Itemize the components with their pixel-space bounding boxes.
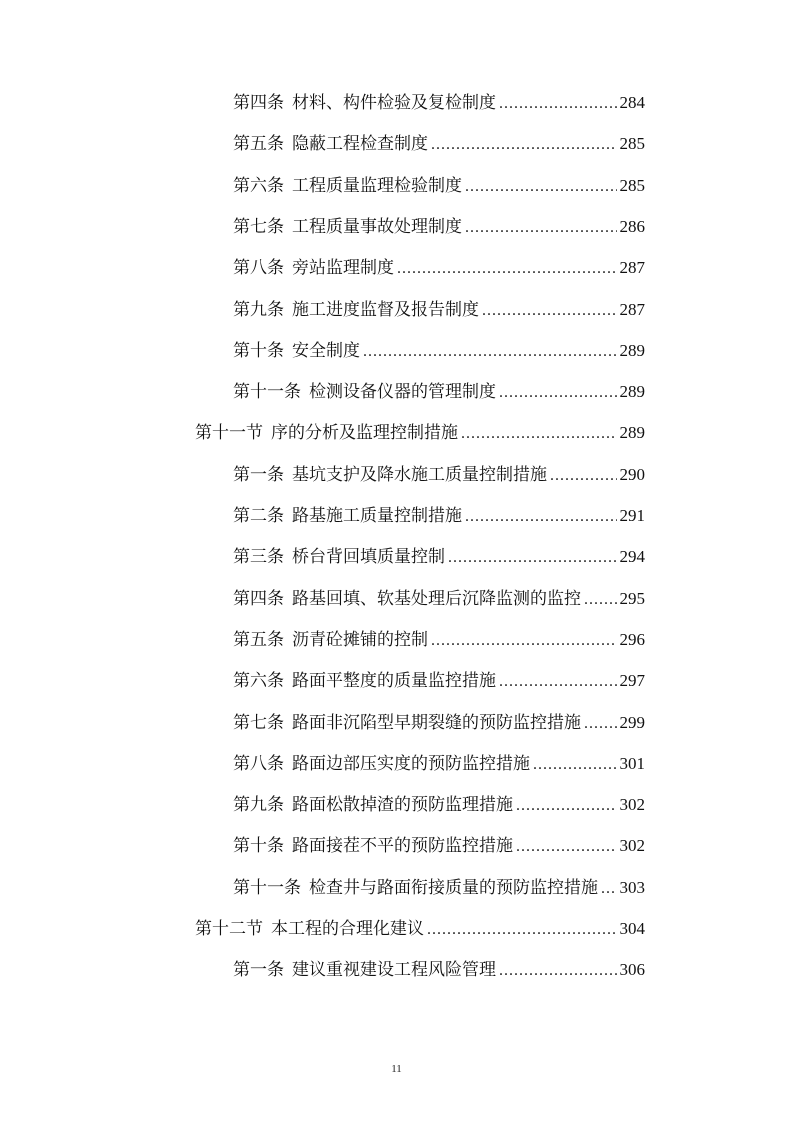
dot-leader	[363, 337, 617, 367]
toc-entry-number: 第一条	[233, 960, 284, 981]
toc-entry-page-number: 303	[619, 877, 645, 897]
toc-entry-page-number: 287	[619, 258, 645, 278]
toc-entry-page-number: 289	[619, 340, 645, 360]
dot-leader	[461, 419, 617, 449]
dot-leader	[465, 213, 617, 243]
toc-entry-number: 第十一条	[233, 382, 301, 403]
toc-entry-number: 第四条	[233, 93, 284, 113]
dot-leader	[448, 543, 617, 573]
dot-leader	[482, 296, 617, 326]
toc-entry[interactable]	[233, 253, 645, 283]
toc-entry[interactable]	[233, 873, 645, 903]
toc-entry-page-number: 291	[619, 506, 645, 525]
toc-entry-number: 第二条	[233, 506, 284, 526]
toc-entry-title: 工程质量事故处理制度	[292, 216, 462, 237]
toc-entry-number: 第九条	[233, 795, 284, 816]
toc-entry[interactable]	[233, 955, 645, 985]
toc-entry-title: 工程质量监理检验制度	[292, 175, 462, 196]
toc-entry[interactable]	[233, 460, 645, 490]
toc-entry-page-number: 284	[619, 93, 645, 112]
toc-entry-title: 路基施工质量控制措施	[292, 506, 462, 526]
toc-entry-number: 第十一节	[195, 423, 263, 444]
toc-entry-page-number: 301	[619, 753, 645, 773]
dot-leader	[516, 832, 617, 862]
toc-entry[interactable]	[233, 501, 645, 531]
toc-entry-number: 第八条	[233, 258, 284, 279]
toc-entry[interactable]	[233, 584, 645, 614]
toc-entry-page-number: 302	[619, 795, 645, 815]
toc-entry-number: 第十条	[233, 836, 284, 857]
toc-entry[interactable]	[233, 336, 645, 366]
toc-entry[interactable]	[233, 625, 645, 655]
toc-entry[interactable]	[233, 749, 645, 779]
toc-entry-number: 第四条	[233, 588, 284, 609]
dot-leader	[584, 585, 617, 615]
dot-leader	[431, 130, 617, 160]
toc-entry-title: 检测设备仪器的管理制度	[309, 382, 496, 403]
toc-entry-title: 隐蔽工程检查制度	[292, 134, 428, 155]
dot-leader	[516, 791, 617, 821]
toc-entry-number: 第八条	[233, 753, 284, 774]
toc-entry-title: 沥青砼摊铺的控制	[292, 629, 428, 650]
dot-leader	[431, 626, 617, 656]
dot-leader	[427, 915, 617, 945]
toc-entry-number: 第十一条	[233, 877, 301, 898]
dot-leader	[601, 874, 617, 904]
toc-entry-number: 第十二节	[195, 919, 263, 939]
dot-leader	[465, 502, 617, 532]
toc-entry-title: 建议重视建设工程风险管理	[292, 960, 496, 981]
toc-entry[interactable]	[233, 542, 645, 572]
toc-entry-title: 安全制度	[292, 340, 360, 361]
dot-leader	[499, 378, 617, 408]
dot-leader	[533, 750, 617, 780]
toc-entry[interactable]	[233, 88, 645, 118]
toc-entry-page-number: 299	[619, 712, 645, 732]
toc-entry-number: 第九条	[233, 299, 284, 320]
toc-entry-page-number: 289	[619, 382, 645, 402]
toc-entry-title: 施工进度监督及报告制度	[292, 299, 479, 320]
toc-entry[interactable]	[195, 914, 645, 944]
toc-entry-number: 第六条	[233, 175, 284, 196]
toc-entry-page-number: 294	[619, 547, 645, 567]
toc-entry-page-number: 285	[619, 134, 645, 154]
toc-entry-number: 第三条	[233, 547, 284, 568]
toc-entry-title: 路面接茬不平的预防监控措施	[292, 836, 513, 857]
toc-entry[interactable]	[233, 666, 645, 696]
dot-leader	[499, 89, 617, 119]
toc-entry-number: 第一条	[233, 464, 284, 485]
toc-entry-title: 材料、构件检验及复检制度	[292, 93, 496, 113]
toc-entry-title: 序的分析及监理控制措施	[271, 423, 458, 444]
toc-entry-page-number: 289	[619, 423, 645, 443]
toc-entry[interactable]	[233, 129, 645, 159]
toc-entry-number: 第七条	[233, 216, 284, 237]
toc-entry-page-number: 302	[619, 836, 645, 856]
toc-entry[interactable]	[233, 295, 645, 325]
toc-entry[interactable]	[195, 418, 645, 448]
toc-entry-number: 第五条	[233, 134, 284, 155]
toc-entry-title: 路面边部压实度的预防监控措施	[292, 753, 530, 774]
toc-entry-title: 桥台背回填质量控制	[292, 547, 445, 568]
toc-entry-title: 路面非沉陷型早期裂缝的预防监控措施	[292, 712, 581, 733]
toc-entry-title: 路面松散掉渣的预防监理措施	[292, 795, 513, 816]
toc-entry[interactable]	[233, 790, 645, 820]
toc-entry-page-number: 290	[619, 464, 645, 484]
toc-entry[interactable]	[233, 831, 645, 861]
toc-entry-title: 路基回填、软基处理后沉降监测的监控	[292, 588, 581, 609]
dot-leader	[584, 709, 617, 739]
toc-entry-page-number: 296	[619, 629, 645, 649]
toc-entry-title: 本工程的合理化建议	[271, 919, 424, 939]
toc-entry-number: 第七条	[233, 712, 284, 733]
toc-entry[interactable]	[233, 377, 645, 407]
toc-entry-page-number: 304	[619, 919, 645, 938]
toc-entry-page-number: 306	[619, 960, 645, 980]
dot-leader	[499, 956, 617, 986]
toc-entry-number: 第十条	[233, 340, 284, 361]
dot-leader	[397, 254, 617, 284]
toc-entry[interactable]	[233, 212, 645, 242]
dot-leader	[465, 172, 617, 202]
toc-entry-page-number: 297	[619, 671, 645, 691]
toc-entry-page-number: 295	[619, 588, 645, 608]
dot-leader	[499, 667, 617, 697]
dot-leader	[550, 461, 617, 491]
toc-entry[interactable]	[233, 708, 645, 738]
page-number-footer: 11	[391, 1063, 402, 1075]
toc-entry-number: 第六条	[233, 671, 284, 692]
toc-entry-page-number: 285	[619, 175, 645, 195]
toc-entry-title: 旁站监理制度	[292, 258, 394, 279]
toc-entry-number: 第五条	[233, 629, 284, 650]
toc-entry-page-number: 287	[619, 299, 645, 319]
toc-entry[interactable]	[233, 171, 645, 201]
toc-entry-title: 检查井与路面衔接质量的预防监控措施	[309, 877, 598, 898]
toc-entry-title: 基坑支护及降水施工质量控制措施	[292, 464, 547, 485]
toc-entry-page-number: 286	[619, 216, 645, 236]
toc-entry-title: 路面平整度的质量监控措施	[292, 671, 496, 692]
